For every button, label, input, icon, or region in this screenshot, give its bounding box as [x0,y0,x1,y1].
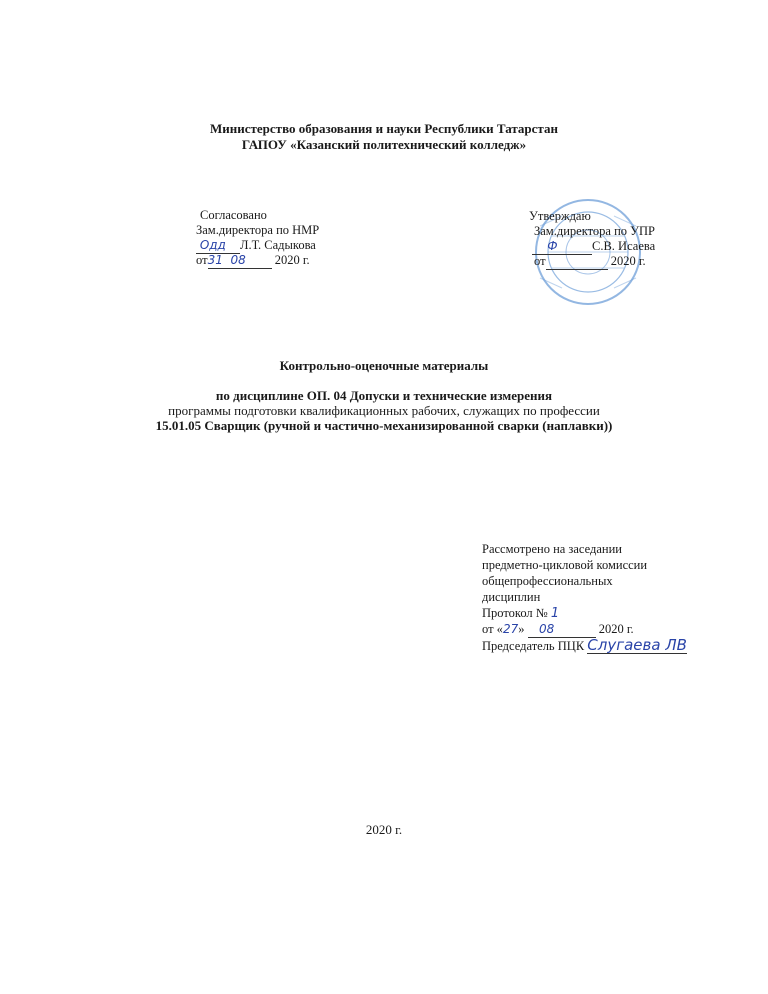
profession-line: 15.01.05 Сварщик (ручной и частично-механизированной сварки (наплавки)) [155,418,613,433]
discipline-line: по дисциплине ОП. 04 Допуски и технические измерения [215,388,553,403]
agreed-date-handwritten [208,253,272,269]
approved-label: Утверждаю [529,209,591,223]
review-line-3: общепрофессиональных [482,574,613,588]
footer-year: 2020 г. [365,822,403,837]
chair-signature: Слугаева ЛВ [587,636,687,654]
approved-name: С.В. Исаева [592,239,656,253]
agreed-date-day: 31 [207,253,223,267]
document-title: Контрольно-оценочные материалы [279,358,489,373]
review-line-1: Рассмотрено на заседании [482,542,622,556]
chair-line [482,638,687,654]
protocol-line [482,606,559,621]
ministry-title: Министерство образования и науки Республики Татарстан [210,121,558,136]
college-title: ГАПОУ «Казанский политехнический колледж» [241,137,527,152]
protocol-label: Протокол № [482,606,548,620]
program-line: программы подготовки квалификационных рабочих, служащих по профессии [168,403,600,418]
agreed-label: Согласовано [200,208,267,222]
approved-signature: Ф [532,239,592,255]
approved-date-blank [546,254,608,270]
agreed-position: Зам.директора по НМР [196,223,320,237]
agreed-date-line [196,253,310,269]
review-line-2: предметно-цикловой комиссии [482,558,648,572]
agreed-date-prefix: от [196,253,208,267]
protocol-number: 1 [550,606,560,621]
agreed-name-line [196,238,316,254]
review-date-mid: » [518,622,525,636]
approved-name-line [532,239,655,255]
review-date-month-field [528,622,596,638]
approved-position: Зам.директора по УПР [534,224,655,238]
agreed-date-month: 08 [230,253,246,267]
approved-date-line [534,254,646,270]
review-date-day: 27 [502,622,519,636]
review-date-month: 08 [539,622,555,636]
review-date-year: 2020 г. [598,622,634,636]
agreed-name: Л.Т. Садыкова [240,238,316,252]
approved-date-prefix: от [534,254,546,268]
review-date-prefix: от « [482,622,503,636]
agreed-signature: Одд [196,238,240,254]
agreed-date-year: 2020 г. [274,253,310,267]
chair-label: Председатель ПЦК [482,639,585,653]
review-line-4: дисциплин [482,590,541,604]
approved-date-year: 2020 г. [610,254,646,268]
